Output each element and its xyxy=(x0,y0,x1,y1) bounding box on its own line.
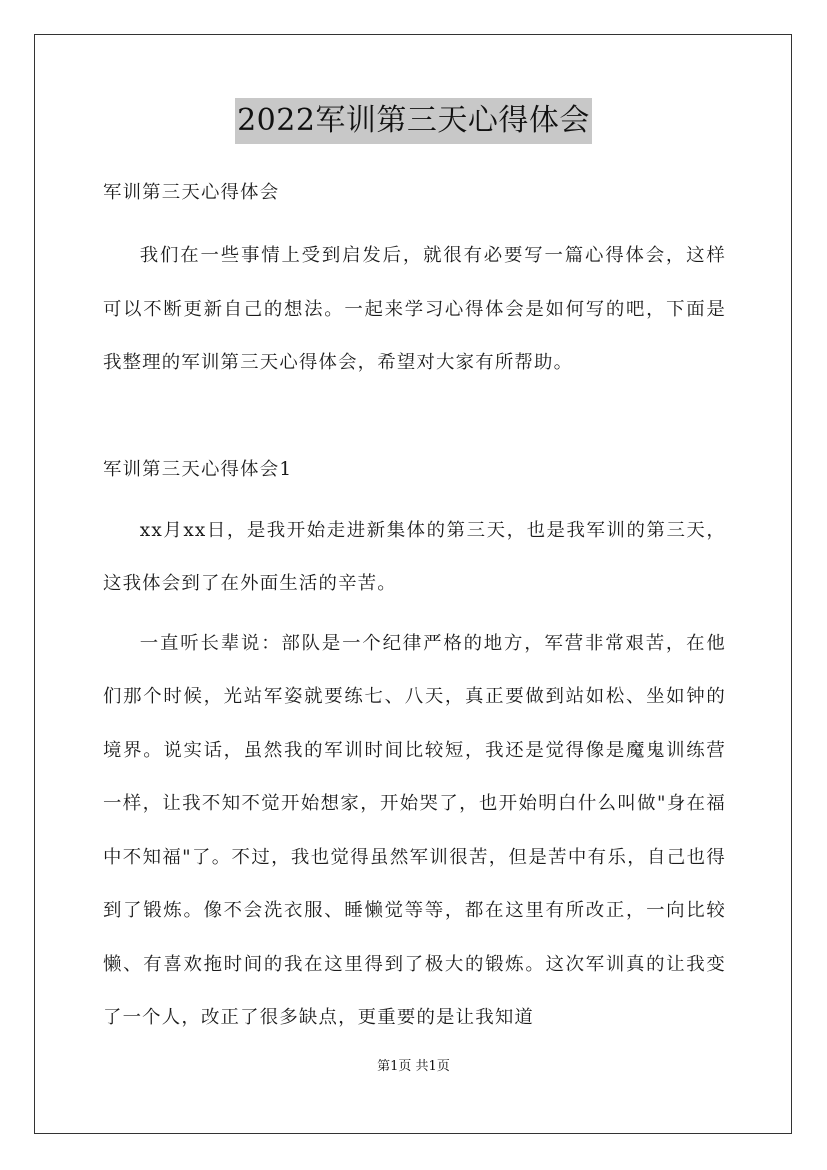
page-footer: 第1页 共1页 xyxy=(377,1059,450,1074)
intro-paragraph: 我们在一些事情上受到启发后，就很有必要写一篇心得体会，这样可以不断更新自己的想法。一起来学习心得体会是如何写的吧，下面是我整理的军训第三天心得体会，希望对大家有所帮助。 xyxy=(103,245,726,373)
section-heading: 军训第三天心得体会1 xyxy=(103,458,293,480)
document-body xyxy=(103,169,726,1045)
title-container xyxy=(0,98,827,144)
document-title: 2022军训第三天心得体会 xyxy=(235,98,592,144)
document-subtitle: 军训第三天心得体会 xyxy=(103,182,280,203)
body-paragraph-1: xx月xx日，是我开始走进新集体的第三天，也是我军训的第三天，这我体会到了在外面生活的辛苦。 xyxy=(103,519,726,594)
body-paragraph-2: 一直听长辈说：部队是一个纪律严格的地方，军营非常艰苦，在他们那个时候，光站军姿就要练七、八天，真正要做到站如松、坐如钟的境界。说实话，虽然我的军训时间比较短，我还是觉得像是魔鬼训练营一样，让我不知不觉开始想家，开始哭了，也开始明白什么叫做"身在福中不知福"了。不过，我也觉得虽然军训很苦，但是苦中有乐，自己也得到了锻炼。像不会洗衣服、睡懒觉等等，都在这里有所改正，一向比较懒、有喜欢拖时间的我在这里得到了极大的锻炼。这次军训真的让我变了一个人，改正了很多缺点，更重要的是让我知道 xyxy=(103,632,726,1028)
